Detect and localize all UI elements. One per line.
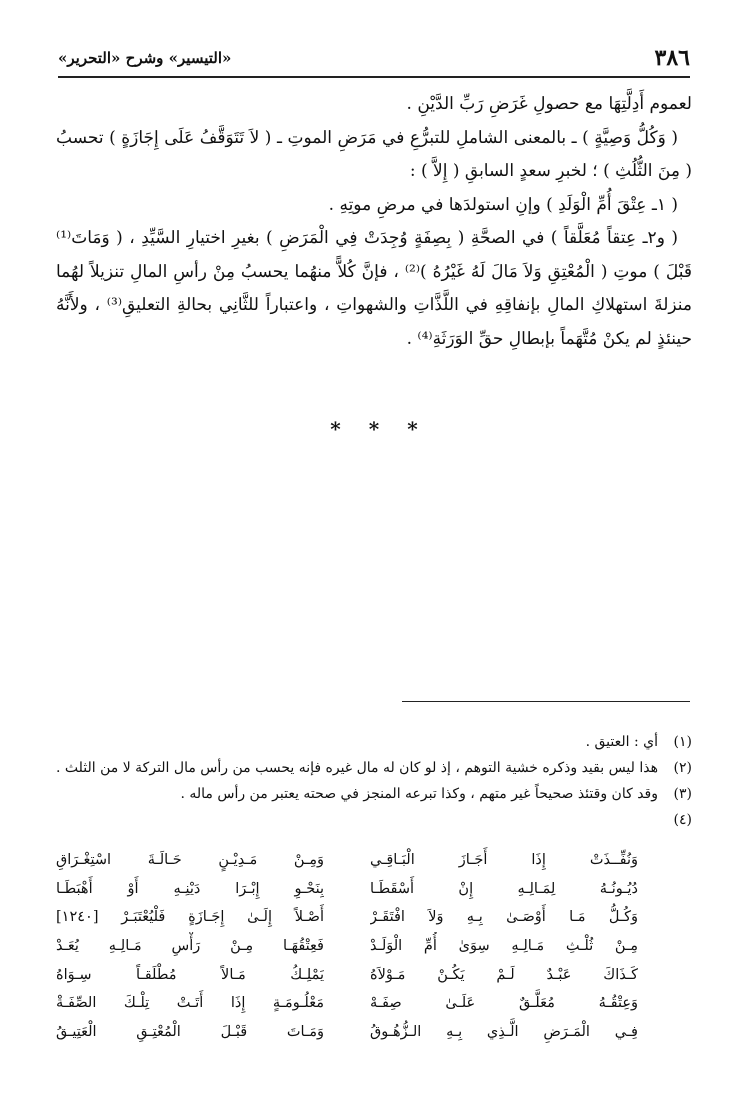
verse-first-hemistich: دُيُـونُـهُ لِمَـالِـهِ إِنْ أَسْقَطَـا [370, 880, 638, 897]
verse-second-hemistich: مَعْلُـومَـةٍ إِذَا أَتَـتْ تِلْـكَ الصِّفَـةْ [56, 995, 324, 1012]
paragraph: ( و٢ـ عِتقاً مُعَلَّقاً ) في الصحَّةِ ( بِصِفَةٍ وُجِدَتْ فِي الْمَرَضِ ) بغيرِ اختيارِ السَّيِّدِ ، ( وَمَاتَ⁽¹⁾ قَبْلَ ) موتِ ( الْمُعْتِقِ وَلاَ مَالَ لَهُ غَيْرُهُ )⁽²⁾ ، فإنَّ كُلاًّ منهُما يحسبُ مِنْ رأسِ المالِ تنزيلاً لهُما منزلةَ استهلاكِ المالِ بإنفاقِهِ في اللَّذَّاتِ والشهواتِ ، واعتباراً للثَّانِي بحالةِ التعليقِ⁽³⁾ ، ولأَنَّهُ حينئذٍ لم يكنْ مُتَّهَماً بإبطالِ حقِّ الوَرَثَةِ⁽⁴⁾ . [56, 228, 692, 349]
main-text [56, 88, 692, 356]
paragraph: لعموم أَدِلَّتِهَا مع حصولِ غَرَضِ رَبِّ الدَّيْنِ . [406, 94, 692, 114]
footnote-text: أي : العتيق . [585, 734, 658, 750]
page-number: ٣٨٦ [654, 45, 690, 71]
verse-first-hemistich: وَكُـلُّ مَـا أَوْصَـىٰ بِـهِ وَلاَ افْتَقَـرْ [370, 909, 638, 926]
verse-second-hemistich: يَمْلِـكُ مَـالاً مُطْلَقـاً سِـوَاهُ [56, 966, 324, 983]
verse-first-hemistich: كَـذَاكَ عَبْـدٌ لَـمْ يَكُـنْ مَـوْلاَهُ [370, 966, 638, 983]
page-header [58, 40, 690, 78]
footnote-number: (٤) [673, 812, 692, 828]
poem-verses [56, 846, 638, 1047]
paragraph: ( ١ـ عِتْقَ أُمِّ الْوَلَدِ ) وإنِ استولدَها في مرضِ موتِهِ . [328, 194, 678, 215]
running-title: «التيسير» وشرح «التحرير» [58, 49, 232, 67]
separator-star: * [330, 417, 341, 441]
separator-star: * [368, 417, 380, 441]
footnote [56, 808, 692, 832]
verse-second-hemistich: بِنَحْـوِ إِبْـرَا دَيْنِـهِ أَوْ أَهْبَطَـا [56, 880, 324, 897]
footnote-text [56, 808, 658, 832]
footnote-number: (١) [673, 734, 692, 750]
verse-line [56, 875, 638, 904]
paragraph: ( وَكُلُّ وَصِيَّةٍ ) ـ بالمعنى الشاملِ للتبرُّعِ في مَرَضِ الموتِ ـ ( لاَ تَتَوَقَّفُ عَلَى إِجَازَةٍ ) تحسبُ ( مِنَ الثُّلُثِ ) ؛ لخبرِ سعدٍ السابقِ ( إِلاَّ ) : [56, 127, 692, 181]
verse-first-hemistich: وَعِتْقُـهُ مُعَلَّـقٌ عَلَـىٰ صِفَـهْ [370, 995, 638, 1012]
footnote-divider [402, 701, 690, 702]
footnote-number: (٣) [673, 786, 692, 802]
section-separator [56, 414, 692, 444]
footnotes [56, 730, 692, 834]
verse-second-hemistich: وَمَـاتَ قَبْـلَ الْمُعْتِـقِ الْعَتِيـقُ [56, 1024, 324, 1041]
footnote-number: (٢) [673, 760, 692, 776]
verse-first-hemistich: فِـي الْمَـرَضِ الَّـذِي بِـهِ الـزُّهُـوقُ [370, 1024, 638, 1041]
footnote [56, 756, 692, 780]
verse-first-hemistich: مِـنْ ثُلْـثِ مَـالِـهِ سِوَىٰ أُمِّ الْوَلَـدْ [370, 938, 638, 955]
verse-line [56, 932, 638, 961]
separator-star: * [407, 417, 418, 441]
verse-line [56, 1018, 638, 1047]
verse-second-hemistich: وَمِـنْ مَـدِيْـنٍ حَـالَـةَ اسْتِغْـرَاقِ [56, 852, 324, 868]
footnote-text: وقد كان وقتئذ صحيحاً غير متهم ، وكذا تبرعه المنجز في صحته يعتبر من رأس ماله . [180, 786, 658, 802]
verse-line [56, 903, 638, 932]
footnote-text: هذا ليس بقيد وذكره خشية التوهم ، إذ لو كان له مال غيره فإنه يحسب من رأس مال التركة لا من الثلث . [56, 760, 658, 776]
verse-line [56, 846, 638, 875]
verse-first-hemistich: وَنُفِّــذَتْ إِذَا أَجَـازَ الْبَـاقِـي [370, 852, 638, 868]
verse-second-hemistich: فَعِتْقُهَـا مِـنْ رَأْسِ مَـالِـهِ يُعَـدْ [56, 938, 324, 955]
footnote [56, 782, 692, 806]
verse-line [56, 961, 638, 990]
footnote [56, 730, 692, 754]
verse-line [56, 989, 638, 1018]
verse-second-hemistich: أَصْـلاً إِلَـىٰ إِجَـازَةٍ فَلْيُعْتَبَـرْ [١٢٤٠] [56, 909, 324, 926]
